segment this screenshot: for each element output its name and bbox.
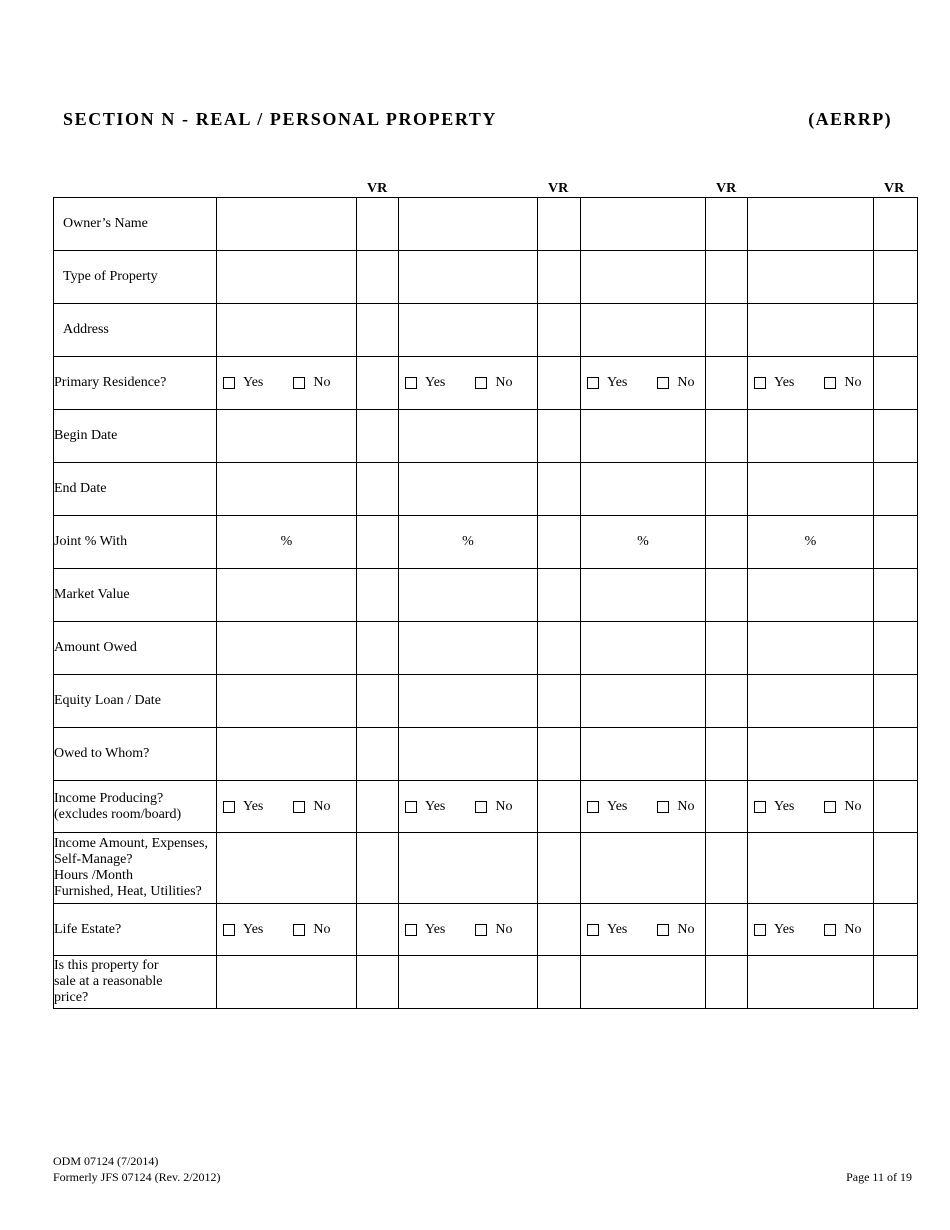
property-2-field[interactable]: [399, 516, 538, 569]
vr-cell[interactable]: [357, 728, 399, 781]
property-2-field[interactable]: [399, 956, 538, 1009]
no-checkbox[interactable]: [293, 801, 305, 813]
row-property-for-sale: [54, 956, 918, 1009]
property-1-field[interactable]: [217, 198, 357, 251]
yes-no-group: [581, 375, 705, 391]
no-label: No: [844, 921, 862, 937]
property-1-field[interactable]: [217, 833, 357, 904]
property-1-field[interactable]: [217, 675, 357, 728]
property-3-field[interactable]: [581, 833, 706, 904]
property-1-field[interactable]: [217, 569, 357, 622]
vr-cell[interactable]: [357, 251, 399, 304]
property-4-field[interactable]: [748, 833, 874, 904]
form-number: ODM 07124 (7/2014): [53, 1154, 159, 1168]
vr-cell[interactable]: [706, 251, 748, 304]
property-1-field[interactable]: [217, 516, 357, 569]
property-3-field[interactable]: [581, 251, 706, 304]
yes-checkbox[interactable]: [405, 801, 417, 813]
property-1-field: [217, 357, 357, 410]
vr-cell[interactable]: [357, 904, 399, 956]
vr-cell[interactable]: [538, 833, 581, 904]
vr-cell[interactable]: [706, 304, 748, 357]
no-label: No: [313, 375, 331, 390]
vr-cell[interactable]: [874, 251, 918, 304]
no-label: No: [677, 921, 695, 937]
yes-checkbox[interactable]: [587, 801, 599, 813]
yes-checkbox[interactable]: [223, 924, 235, 936]
no-option[interactable]: [293, 922, 330, 938]
yes-label: Yes: [425, 798, 446, 814]
formerly-label: Formerly JFS 07124 (Rev. 2/2012): [53, 1170, 221, 1184]
vr-cell[interactable]: [706, 569, 748, 622]
percent-sign: %: [637, 534, 649, 549]
yes-checkbox[interactable]: [754, 377, 766, 389]
section-title: SECTION N - REAL / PERSONAL PROPERTY: [63, 109, 498, 129]
yes-option[interactable]: [405, 375, 445, 391]
vr-cell[interactable]: [874, 357, 918, 410]
percent-sign: %: [280, 534, 293, 549]
vr-cell[interactable]: [874, 198, 918, 251]
no-checkbox[interactable]: [475, 924, 487, 936]
row-label: Is this property for sale at a reasonable price?: [54, 956, 217, 1009]
yes-checkbox[interactable]: [223, 377, 235, 389]
vr-cell[interactable]: [357, 198, 399, 251]
vr-cell[interactable]: [357, 357, 399, 410]
no-label: No: [844, 798, 862, 814]
vr-cell[interactable]: [874, 569, 918, 622]
property-3-field[interactable]: [581, 304, 706, 357]
row-label: Market Value: [54, 569, 217, 622]
property-3-field[interactable]: [581, 956, 706, 1009]
row-label: Equity Loan / Date: [54, 675, 217, 728]
yes-no-group: [581, 799, 705, 815]
vr-cell[interactable]: [874, 463, 918, 516]
no-checkbox[interactable]: [293, 924, 305, 936]
property-4-field[interactable]: [748, 410, 874, 463]
vr-cell[interactable]: [538, 251, 581, 304]
row-label: Life Estate?: [54, 904, 217, 956]
yes-no-group: [748, 922, 873, 938]
row-type-of-property: [54, 251, 918, 304]
no-label: No: [313, 921, 331, 937]
no-checkbox[interactable]: [824, 924, 836, 936]
no-option[interactable]: [824, 922, 861, 938]
no-checkbox[interactable]: [824, 377, 836, 389]
property-3-field: [581, 781, 706, 833]
no-checkbox[interactable]: [657, 924, 669, 936]
vr-cell[interactable]: [357, 516, 399, 569]
form-code: (AERRP): [808, 109, 892, 129]
property-1-field[interactable]: [217, 463, 357, 516]
property-4-field[interactable]: [748, 516, 874, 569]
no-label: No: [495, 921, 513, 937]
yes-checkbox[interactable]: [587, 377, 599, 389]
row-income-amount-expenses: [54, 833, 918, 904]
vr-cell[interactable]: [706, 904, 748, 956]
property-4-field[interactable]: [748, 956, 874, 1009]
row-label: End Date: [54, 463, 217, 516]
no-label: No: [677, 798, 695, 814]
property-1-field[interactable]: [217, 410, 357, 463]
property-1-field[interactable]: [217, 956, 357, 1009]
yes-option[interactable]: [223, 799, 263, 815]
vr-cell[interactable]: [538, 904, 581, 956]
no-checkbox[interactable]: [475, 377, 487, 389]
no-option[interactable]: [475, 922, 512, 938]
vr-cell[interactable]: [874, 833, 918, 904]
yes-checkbox[interactable]: [405, 377, 417, 389]
yes-checkbox[interactable]: [587, 924, 599, 936]
yes-checkbox[interactable]: [223, 801, 235, 813]
row-owed-to-whom: [54, 728, 918, 781]
yes-label: Yes: [243, 375, 264, 390]
row-label: Begin Date: [54, 410, 217, 463]
vr-cell[interactable]: [357, 956, 399, 1009]
property-4-field[interactable]: [748, 198, 874, 251]
yes-label: Yes: [774, 375, 795, 390]
yes-no-group: [748, 375, 873, 391]
property-2-field: [399, 781, 538, 833]
property-4-field: [748, 781, 874, 833]
property-2-field[interactable]: [399, 410, 538, 463]
vr-cell[interactable]: [357, 410, 399, 463]
yes-option[interactable]: [754, 922, 794, 938]
property-2-field[interactable]: [399, 251, 538, 304]
property-1-field[interactable]: [217, 728, 357, 781]
vr-cell[interactable]: [706, 622, 748, 675]
yes-no-group: [399, 375, 537, 391]
property-4-field: [748, 904, 874, 956]
row-label: Primary Residence?: [54, 357, 217, 410]
vr-cell[interactable]: [874, 781, 918, 833]
vr-cell[interactable]: [706, 675, 748, 728]
no-checkbox[interactable]: [824, 801, 836, 813]
vr-cell[interactable]: [874, 728, 918, 781]
yes-no-group: [581, 922, 705, 938]
row-label: Owed to Whom?: [54, 728, 217, 781]
no-option[interactable]: [657, 375, 694, 391]
property-2-field[interactable]: [399, 463, 538, 516]
vr-cell[interactable]: [357, 463, 399, 516]
vr-cell[interactable]: [874, 410, 918, 463]
no-option[interactable]: [824, 799, 861, 815]
yes-no-group: [217, 799, 356, 815]
no-option[interactable]: [293, 375, 330, 391]
no-label: No: [844, 375, 862, 390]
form-footer-left: [53, 1153, 221, 1185]
vr-cell[interactable]: [538, 357, 581, 410]
no-label: No: [313, 798, 331, 814]
row-income-producing: [54, 781, 918, 833]
property-4-field[interactable]: [748, 675, 874, 728]
no-option[interactable]: [657, 799, 694, 815]
vr-header-3: VR: [716, 181, 737, 196]
vr-header-1: VR: [367, 181, 388, 196]
vr-cell[interactable]: [357, 622, 399, 675]
yes-no-group: [748, 799, 873, 815]
vr-cell[interactable]: [874, 304, 918, 357]
property-4-field[interactable]: [748, 463, 874, 516]
row-label: Joint % With: [54, 516, 217, 569]
property-2-field[interactable]: [399, 833, 538, 904]
no-option[interactable]: [475, 799, 512, 815]
yes-label: Yes: [774, 921, 795, 937]
percent-sign: %: [804, 534, 817, 549]
vr-header-2: VR: [548, 181, 569, 196]
property-4-field[interactable]: [748, 251, 874, 304]
no-option[interactable]: [293, 799, 330, 815]
yes-label: Yes: [607, 375, 628, 390]
property-4-field[interactable]: [748, 569, 874, 622]
row-joint-percent-with: [54, 516, 918, 569]
vr-cell[interactable]: [357, 304, 399, 357]
property-2-field[interactable]: [399, 675, 538, 728]
yes-label: Yes: [243, 798, 264, 814]
yes-option[interactable]: [587, 922, 627, 938]
yes-label: Yes: [607, 798, 628, 814]
vr-cell[interactable]: [706, 781, 748, 833]
row-label: Income Amount, Expenses, Self-Manage? Hours /Month Furnished, Heat, Utilities?: [54, 833, 217, 904]
property-1-field: [217, 781, 357, 833]
row-end-date: [54, 463, 918, 516]
percent-sign: %: [462, 534, 474, 549]
vr-cell[interactable]: [706, 198, 748, 251]
property-3-field[interactable]: [581, 198, 706, 251]
property-2-field[interactable]: [399, 622, 538, 675]
row-begin-date: [54, 410, 918, 463]
row-primary-residence: [54, 357, 918, 410]
property-3-field: [581, 904, 706, 956]
vr-cell[interactable]: [874, 904, 918, 956]
vr-cell[interactable]: [874, 675, 918, 728]
vr-cell[interactable]: [538, 781, 581, 833]
property-4-field[interactable]: [748, 304, 874, 357]
yes-checkbox[interactable]: [754, 801, 766, 813]
yes-label: Yes: [243, 921, 264, 937]
yes-option[interactable]: [754, 375, 794, 391]
row-amount-owed: [54, 622, 918, 675]
vr-cell[interactable]: [538, 956, 581, 1009]
property-1-field[interactable]: [217, 622, 357, 675]
row-label: Amount Owed: [54, 622, 217, 675]
vr-cell[interactable]: [357, 833, 399, 904]
row-label: Type of Property: [54, 251, 217, 304]
vr-cell[interactable]: [538, 516, 581, 569]
property-3-field[interactable]: [581, 675, 706, 728]
property-3-field[interactable]: [581, 410, 706, 463]
yes-option[interactable]: [587, 799, 627, 815]
row-label: Owner’s Name: [54, 198, 217, 251]
property-2-field[interactable]: [399, 198, 538, 251]
yes-no-group: [399, 799, 537, 815]
page-number: Page 11 of 19: [846, 1170, 912, 1184]
no-checkbox[interactable]: [475, 801, 487, 813]
no-checkbox[interactable]: [657, 801, 669, 813]
property-1-field[interactable]: [217, 304, 357, 357]
no-label: No: [677, 375, 695, 390]
vr-cell[interactable]: [874, 956, 918, 1009]
vr-cell[interactable]: [538, 569, 581, 622]
row-label: Address: [54, 304, 217, 357]
vr-cell[interactable]: [874, 516, 918, 569]
no-label: No: [495, 375, 513, 390]
vr-cell[interactable]: [538, 728, 581, 781]
property-2-field[interactable]: [399, 304, 538, 357]
vr-cell[interactable]: [357, 569, 399, 622]
no-option[interactable]: [657, 922, 694, 938]
vr-cell[interactable]: [357, 781, 399, 833]
property-3-field: [581, 357, 706, 410]
property-3-field[interactable]: [581, 622, 706, 675]
property-4-field[interactable]: [748, 622, 874, 675]
vr-cell[interactable]: [706, 833, 748, 904]
row-life-estate: [54, 904, 918, 956]
vr-cell[interactable]: [706, 463, 748, 516]
yes-option[interactable]: [405, 799, 445, 815]
yes-option[interactable]: [405, 922, 445, 938]
no-label: No: [495, 798, 513, 814]
property-2-field: [399, 904, 538, 956]
row-label: Income Producing? (excludes room/board): [54, 781, 217, 833]
yes-option[interactable]: [754, 799, 794, 815]
yes-label: Yes: [425, 921, 446, 937]
vr-cell[interactable]: [538, 410, 581, 463]
vr-cell[interactable]: [538, 675, 581, 728]
property-3-field[interactable]: [581, 728, 706, 781]
yes-label: Yes: [607, 921, 628, 937]
no-option[interactable]: [475, 375, 512, 391]
yes-option[interactable]: [223, 922, 263, 938]
yes-checkbox[interactable]: [405, 924, 417, 936]
vr-header-4: VR: [884, 181, 905, 196]
property-2-field[interactable]: [399, 728, 538, 781]
row-market-value: [54, 569, 918, 622]
property-table: [53, 197, 918, 1009]
property-3-field[interactable]: [581, 569, 706, 622]
property-3-field[interactable]: [581, 463, 706, 516]
yes-no-group: [399, 922, 537, 938]
property-2-field: [399, 357, 538, 410]
vr-cell[interactable]: [706, 410, 748, 463]
yes-label: Yes: [425, 375, 446, 390]
vr-cell[interactable]: [357, 675, 399, 728]
no-checkbox[interactable]: [657, 377, 669, 389]
vr-cell[interactable]: [538, 463, 581, 516]
vr-cell[interactable]: [538, 304, 581, 357]
no-option[interactable]: [824, 375, 861, 391]
property-2-field[interactable]: [399, 569, 538, 622]
vr-cell[interactable]: [706, 956, 748, 1009]
yes-label: Yes: [774, 798, 795, 814]
row-equity-loan-date: [54, 675, 918, 728]
yes-option[interactable]: [223, 375, 263, 391]
property-3-field[interactable]: [581, 516, 706, 569]
yes-option[interactable]: [587, 375, 627, 391]
vr-cell[interactable]: [706, 728, 748, 781]
property-4-field[interactable]: [748, 728, 874, 781]
vr-cell[interactable]: [538, 622, 581, 675]
yes-checkbox[interactable]: [754, 924, 766, 936]
vr-cell[interactable]: [538, 198, 581, 251]
no-checkbox[interactable]: [293, 377, 305, 389]
property-4-field: [748, 357, 874, 410]
vr-cell[interactable]: [706, 357, 748, 410]
property-1-field: [217, 904, 357, 956]
row-address: [54, 304, 918, 357]
row-owners-name: [54, 198, 918, 251]
yes-no-group: [217, 375, 356, 391]
vr-cell[interactable]: [874, 622, 918, 675]
property-1-field[interactable]: [217, 251, 357, 304]
vr-cell[interactable]: [706, 516, 748, 569]
yes-no-group: [217, 922, 356, 938]
